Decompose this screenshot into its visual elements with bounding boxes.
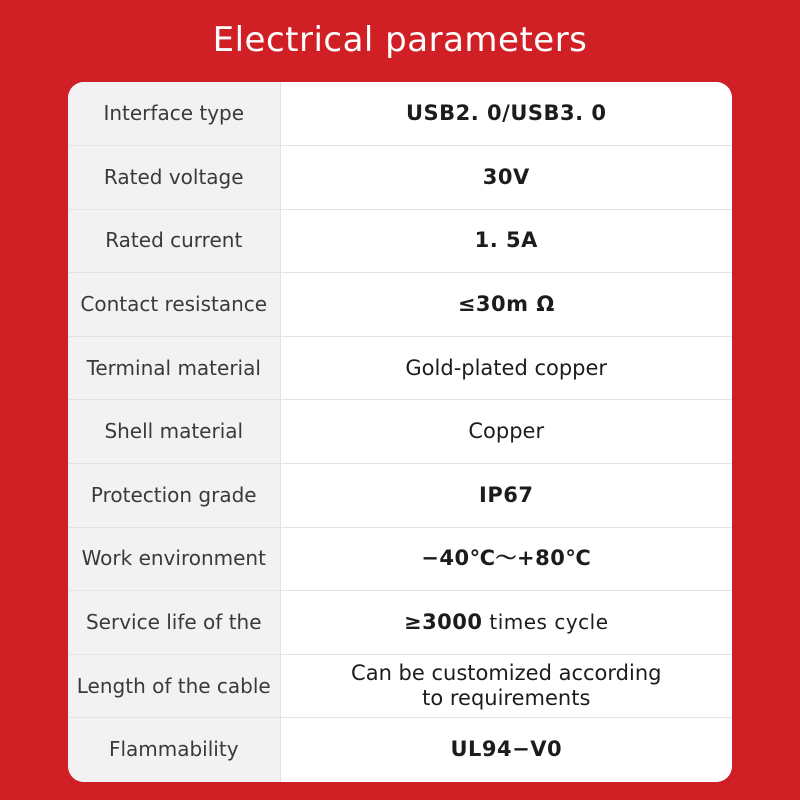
table-row — [68, 273, 732, 337]
table-row — [68, 718, 732, 782]
row-label: Work environment — [68, 527, 280, 591]
table-row — [68, 464, 732, 528]
row-label: Rated voltage — [68, 146, 280, 210]
row-value-main: ≥3000 — [403, 609, 483, 634]
table-row — [68, 146, 732, 210]
row-label: Flammability — [68, 718, 280, 782]
table-row — [68, 527, 732, 591]
row-value: −40℃～+80℃ — [280, 527, 732, 591]
row-label: Length of the cable — [68, 654, 280, 718]
row-label: Interface type — [68, 82, 280, 146]
row-label: Protection grade — [68, 464, 280, 528]
table-row — [68, 336, 732, 400]
row-label: Contact resistance — [68, 273, 280, 337]
row-value: IP67 — [280, 464, 732, 528]
row-value: 30V — [280, 146, 732, 210]
row-value: 1. 5A — [280, 209, 732, 273]
row-value-line-2: to requirements — [422, 686, 591, 711]
row-label: Rated current — [68, 209, 280, 273]
row-value — [280, 591, 732, 655]
table-row — [68, 82, 732, 146]
row-value-line-1: Can be customized according — [351, 660, 662, 685]
row-value: UL94−V0 — [280, 718, 732, 782]
row-value-multiline — [281, 661, 733, 712]
row-value: ≤30m Ω — [280, 273, 732, 337]
table-row — [68, 591, 732, 655]
row-value-unit: times cycle — [482, 609, 609, 634]
row-label: Terminal material — [68, 336, 280, 400]
row-value: USB2. 0/USB3. 0 — [280, 82, 732, 146]
table-row — [68, 209, 732, 273]
row-value: Gold-plated copper — [280, 336, 732, 400]
spec-table — [68, 82, 732, 782]
row-value: Copper — [280, 400, 732, 464]
table-row — [68, 400, 732, 464]
page-title: Electrical parameters — [212, 20, 588, 60]
spec-table-card — [68, 82, 732, 782]
table-row — [68, 654, 732, 718]
row-label: Service life of the — [68, 591, 280, 655]
row-label: Shell material — [68, 400, 280, 464]
row-value — [280, 654, 732, 718]
